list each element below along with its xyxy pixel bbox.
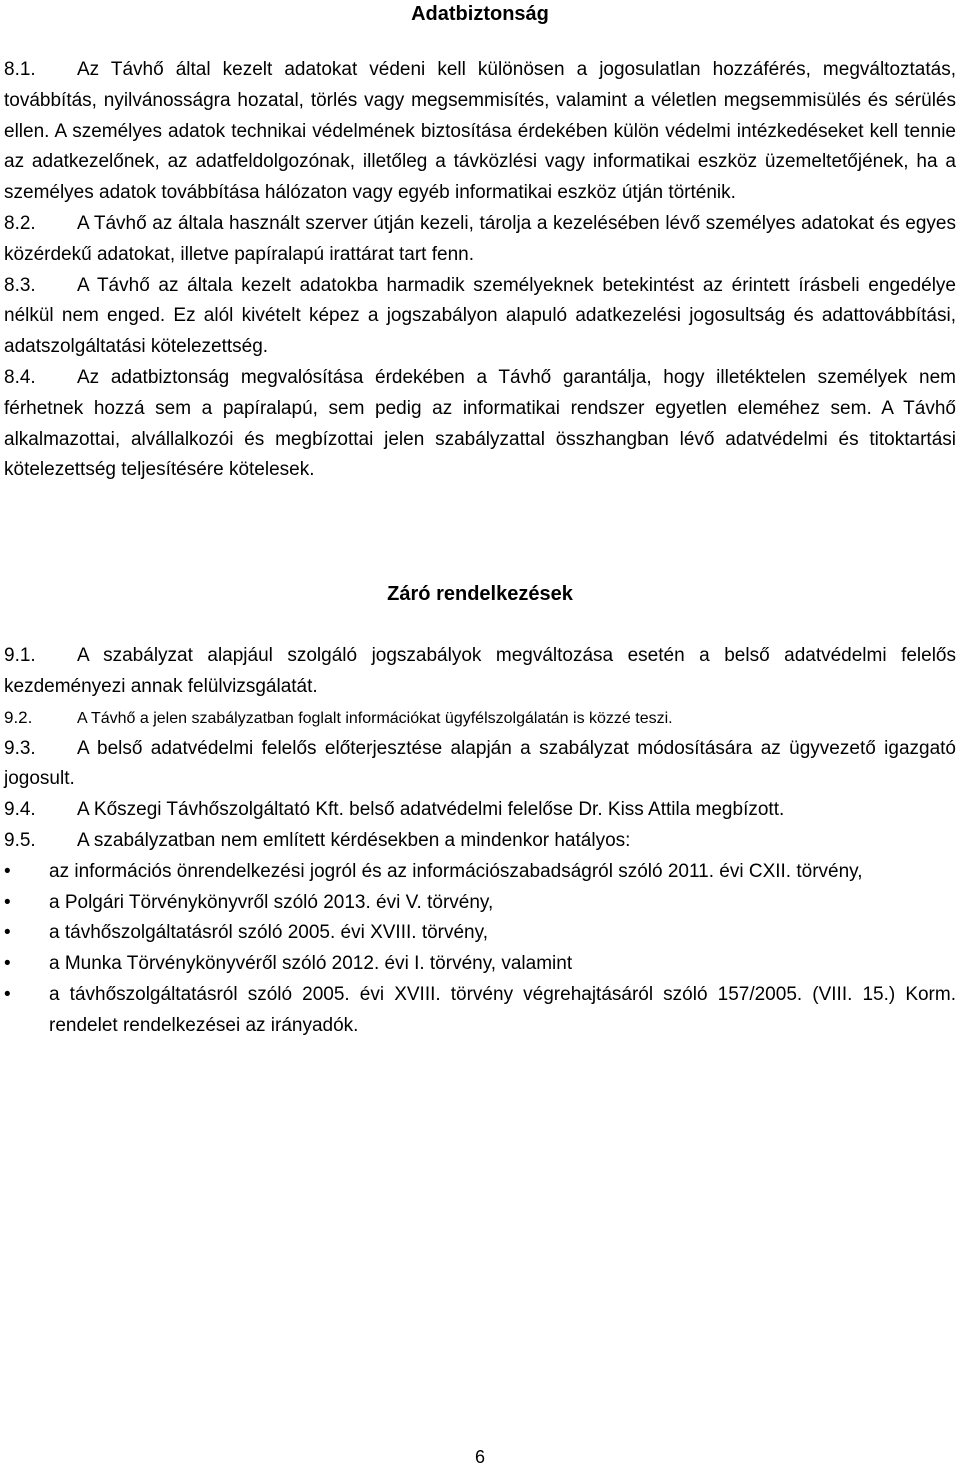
paragraph-8-3 xyxy=(4,271,956,363)
list-item xyxy=(4,888,956,919)
list-item-text: a távhőszolgáltatásról szóló 2005. évi XVIII. törvény, xyxy=(49,922,488,944)
paragraph-text: A Távhő a jelen szabályzatban foglalt információkat ügyfélszolgálatán is közzé teszi. xyxy=(77,709,673,727)
paragraph-number: 9.2. xyxy=(4,707,33,727)
paragraph-9-4 xyxy=(4,795,956,826)
paragraph-8-4 xyxy=(4,363,956,486)
paragraph-text: A Távhő az általa kezelt adatokba harmadik személyeknek betekintést az érintett írásbeli engedélye nélkül nem enged. Ez alól kivételt képez a jogszabályon alapuló adatkezelési jogosultság és adattovábbítási, adatszolgáltatási kötelezettség. xyxy=(4,274,956,358)
paragraph-text: Az Távhő által kezelt adatokat védeni kell különösen a jogosulatlan hozzáférés, megváltoztatás, továbbítás, nyilvánosságra hozatal, törlés vagy megsemmisítés, valamint a véletlen megsemmisülés és sérülés ellen. A személyes adatok technikai védelmének biztosítása érdekében külön védelmi intézkedéseket kell tennie az adatkezelőnek, az adatfeldolgozónak, illetőleg a távközlési vagy informatikai eszköz üzemeltetőjének, ha a személyes adatok továbbítása hálózaton vagy egyéb informatikai eszköz útján történik. xyxy=(4,59,956,204)
section-8 xyxy=(4,55,956,486)
paragraph-number: 8.3. xyxy=(4,274,36,296)
bullet-icon: • xyxy=(4,953,11,975)
paragraph-number: 9.3. xyxy=(4,737,36,759)
list-item xyxy=(4,918,956,949)
paragraph-number: 9.5. xyxy=(4,829,36,851)
paragraph-number: 8.1. xyxy=(4,59,36,80)
paragraph-text: A szabályzatban nem említett kérdésekben a mindenkor hatályos: xyxy=(77,829,631,851)
list-item-text: az információs önrendelkezési jogról és az információszabadságról szóló 2011. évi CXII. törvény, xyxy=(49,860,863,882)
list-item xyxy=(4,949,956,980)
bullet-icon: • xyxy=(4,922,11,944)
paragraph-text: A Kőszegi Távhőszolgáltató Kft. belső adatvédelmi felelőse Dr. Kiss Attila megbízott. xyxy=(77,799,785,821)
paragraph-number: 8.2. xyxy=(4,212,36,234)
paragraph-9-3 xyxy=(4,734,956,796)
section-heading-adatbiztonsag: Adatbiztonság xyxy=(411,3,549,25)
list-item-text: a Munka Törvénykönyvéről szóló 2012. évi I. törvény, valamint xyxy=(49,953,573,975)
paragraph-number: 9.4. xyxy=(4,799,36,821)
paragraph-9-1 xyxy=(4,641,956,703)
bullet-icon: • xyxy=(4,860,11,882)
paragraph-9-5 xyxy=(4,826,956,857)
section-heading-zaro-rendelkezesek: Záró rendelkezések xyxy=(387,583,573,605)
bullet-icon: • xyxy=(4,983,11,1005)
list-item-text: a távhőszolgáltatásról szóló 2005. évi XVIII. törvény végrehajtásáról szóló 157/2005. (VIII. 15.) Korm. rendelet rendelkezései az irányadók. xyxy=(49,983,956,1036)
bullet-icon: • xyxy=(4,891,11,913)
paragraph-number: 8.4. xyxy=(4,366,36,388)
paragraph-text: A Távhő az általa használt szerver útján kezeli, tárolja a kezelésében lévő személyes adatokat és egyes közérdekű adatokat, illetve papíralapú irattárat tart fenn. xyxy=(4,212,956,265)
paragraph-8-2 xyxy=(4,209,956,271)
paragraph-text: Az adatbiztonság megvalósítása érdekében a Távhő garantálja, hogy illetéktelen személyek nem férhetnek hozzá sem a papíralapú, sem pedig az informatikai rendszer egyetlen eleméhez sem. A Távhő alkalmazottai, alvállalkozói és megbízottai jelen szabályzattal összhangban lévő adatvédelmi és titoktartási kötelezettség teljesítésére kötelesek. xyxy=(4,366,956,481)
paragraph-number: 9.1. xyxy=(4,645,36,666)
paragraph-text: A szabályzat alapjául szolgáló jogszabályok megváltozása esetén a belső adatvédelmi felelős kezdeményezi annak felülvizsgálatát. xyxy=(4,645,956,697)
paragraph-text: A belső adatvédelmi felelős előterjesztése alapján a szabályzat módosítására az ügyvezető igazgató jogosult. xyxy=(4,737,956,790)
section-9 xyxy=(4,641,956,1042)
page-number: 6 xyxy=(474,1447,485,1467)
list-item-text: a Polgári Törvénykönyvről szóló 2013. évi V. törvény, xyxy=(49,891,494,913)
list-item xyxy=(4,857,956,888)
list-item xyxy=(4,980,956,1042)
paragraph-8-1 xyxy=(4,55,956,209)
paragraph-9-2 xyxy=(4,703,956,734)
legislation-list xyxy=(4,857,956,1042)
